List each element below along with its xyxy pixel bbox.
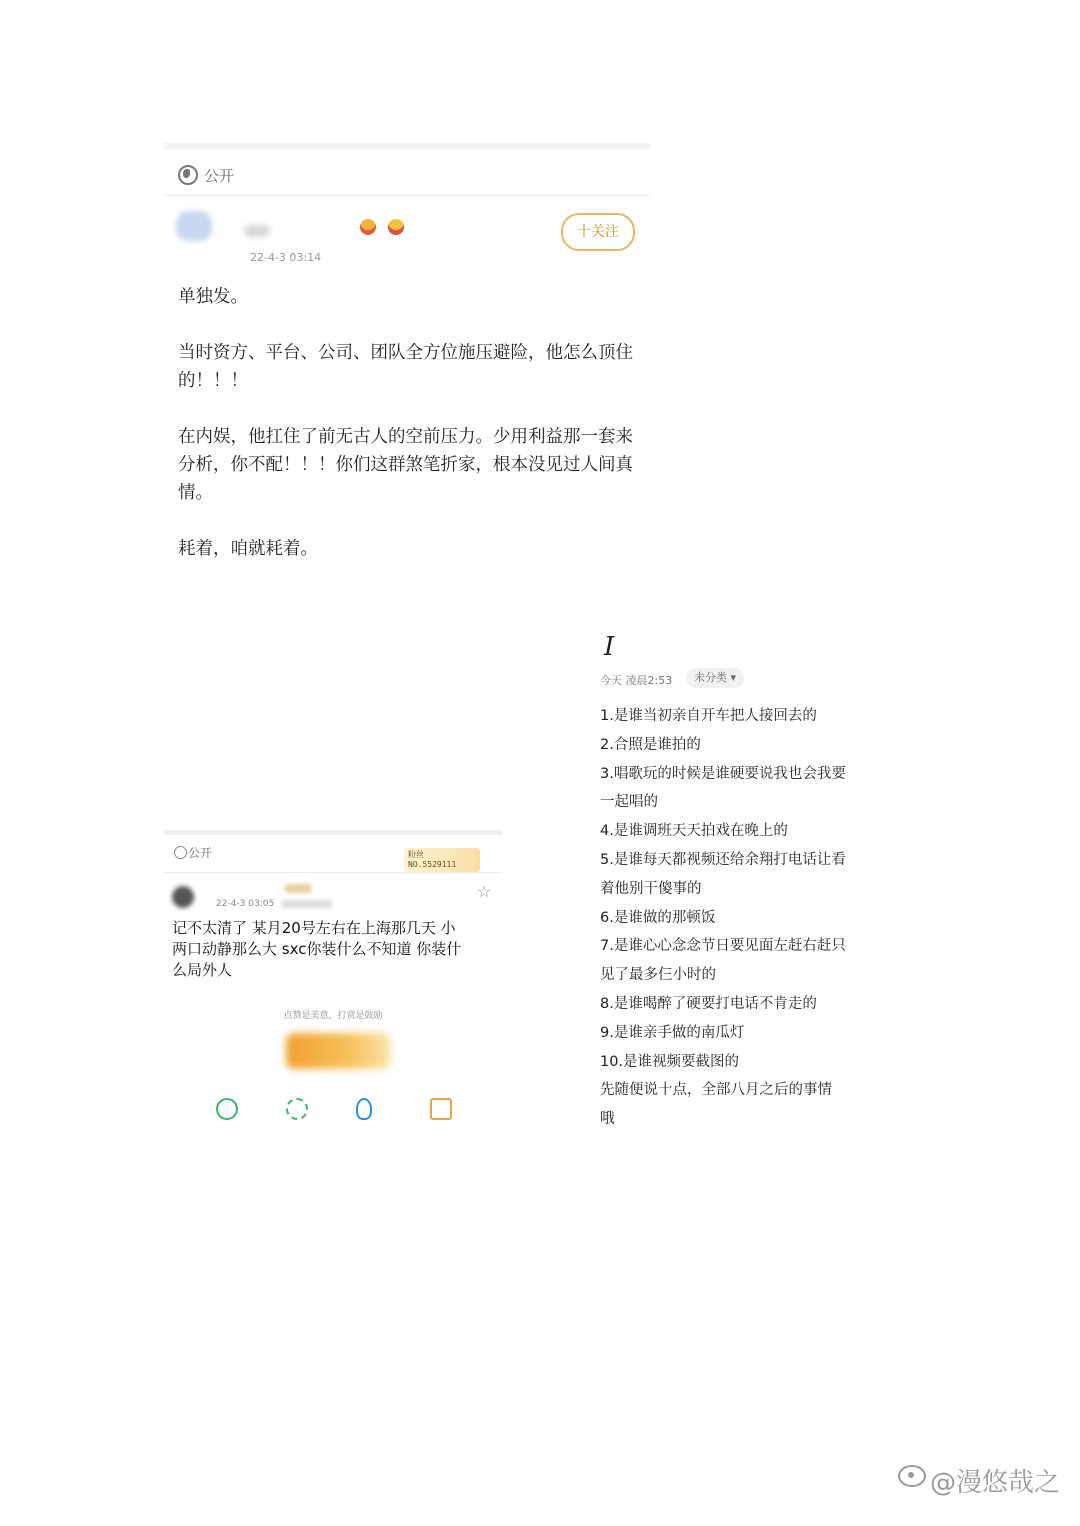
username-blurred[interactable] [284,884,312,893]
note-line: 见了最多仨小时的 [600,967,716,984]
fan-number-tag [404,848,480,872]
wechat-icon[interactable] [216,1098,238,1120]
source-blurred [282,900,332,908]
post-body [172,918,494,981]
follow-button[interactable]: 十关注 [561,213,635,251]
username-blurred[interactable] [244,225,270,237]
note-line: 先随便说十点，全部八月之后的事情 [600,1082,832,1099]
body-line: 两口动静那么大 sxc你装什么不知道 你装什 [172,940,462,958]
visibility-label: 公开 [188,846,213,860]
paragraph: 耗着，咱就耗着。 [178,539,318,559]
post-timestamp: 22-4-3 03:14 [250,251,322,264]
note-line: 哦 [600,1111,615,1128]
paragraph: 当时资方、平台、公司、团队全方位施压避险，他怎么顶住的！！！ [178,343,633,391]
reward-caption: 点赞是美意，打赏是鼓励 [283,1011,383,1021]
note-timestamp: 今天 凌晨2:53 [600,674,673,687]
crown-badge-icon [360,219,376,235]
avatar[interactable] [172,886,194,908]
divider [164,143,650,149]
note-list [600,702,900,1134]
fan-tag-number: NO.5529111 [408,860,457,869]
save-image-icon[interactable] [430,1098,452,1120]
emoji-badge-icon [388,219,404,235]
post-card-1 [164,143,650,600]
star-icon[interactable]: ☆ [477,882,492,901]
qq-icon[interactable] [356,1098,372,1120]
visibility-label: 公开 [204,167,235,185]
paragraph: 单独发。 [178,287,248,307]
note-line: 9.是谁亲手做的南瓜灯 [600,1024,745,1041]
visibility-row [164,838,502,873]
note-line: 4.是谁调班天天拍戏在晚上的 [600,823,788,840]
watermark-text: @漫悠哉之 [930,1468,1061,1498]
share-bar [164,1098,502,1124]
divider [164,830,502,835]
globe-icon [174,846,187,859]
body-line: 记不太清了 某月20号左右在上海那几天 小 [172,919,456,937]
note-line: 一起唱的 [600,794,658,811]
note-line: 10.是谁视频要截图的 [600,1053,740,1070]
note-line: 6.是谁做的那顿饭 [600,909,716,926]
note-line: 1.是谁当初亲自开车把人接回去的 [600,708,817,724]
note-line: 7.是谁心心念念节日要见面左赶右赶只 [600,938,846,955]
note-line: 5.是谁每天都视频还给余翔打电话让看 [600,851,846,868]
note-line: 3.唱歌玩的时候是谁硬要说我也会我要 [600,765,846,782]
visibility-row [164,157,650,196]
note-line: 着他别干傻事的 [600,880,702,897]
moments-icon[interactable] [286,1098,308,1120]
note-line: 8.是谁喝醉了硬要打电话不肯走的 [600,995,817,1012]
weibo-logo-icon [898,1465,926,1487]
category-dropdown[interactable]: 未分类 ▾ [686,668,744,688]
avatar[interactable] [176,211,212,241]
post-timestamp: 22-4-3 03:05 [216,899,275,909]
globe-icon [178,165,198,185]
note-line: 2.合照是谁拍的 [600,736,701,753]
body-line: 么局外人 [172,961,233,979]
note-title: I [604,632,615,662]
post-card-2 [164,830,502,1140]
post-body [178,283,638,591]
reward-button-blurred[interactable] [286,1033,390,1069]
paragraph: 在内娱，他扛住了前无古人的空前压力。少用利益那一套来分析，你不配！！！你们这群煞笔折家，根本没见过人间真情。 [178,427,633,503]
fan-tag-label: 粉丝 [408,850,424,859]
